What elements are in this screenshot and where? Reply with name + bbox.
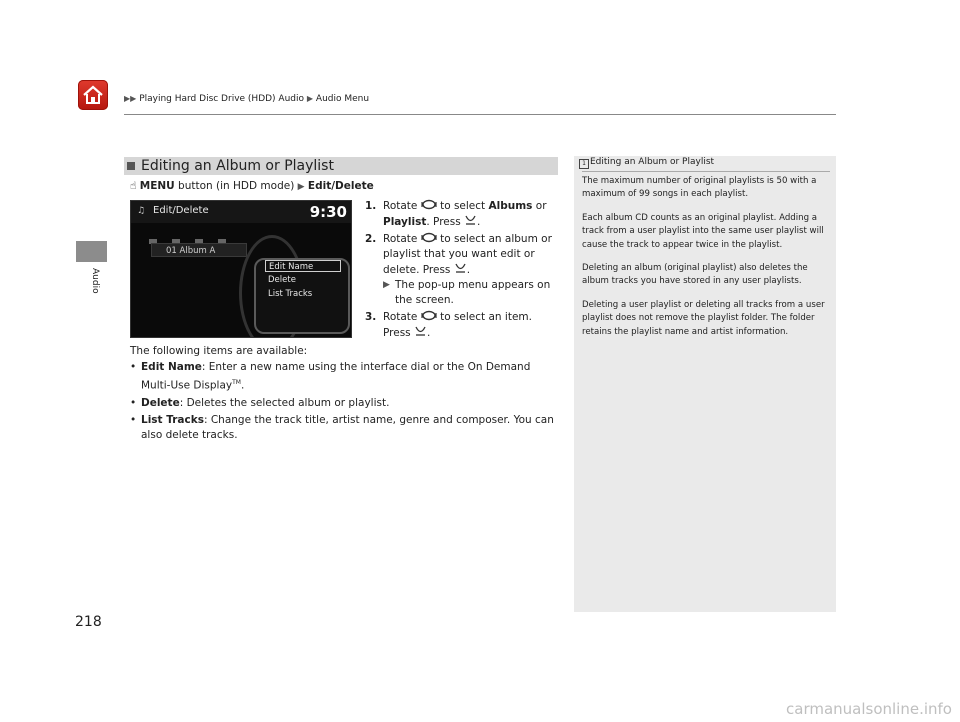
interface-dial-icon	[421, 232, 437, 243]
steps-list	[365, 199, 561, 343]
notes-header	[574, 156, 836, 170]
step-note-text: The pop-up menu appears on the screen.	[395, 279, 551, 306]
breadcrumb-arrow-icon: ▶	[306, 94, 314, 103]
step-bold: Playlist	[383, 216, 427, 228]
item-text: : Change the track title, artist name, genre and composer. You can also delete tracks.	[141, 413, 554, 441]
bullet-icon: •	[130, 413, 137, 426]
screen-clock: 9:30	[309, 203, 347, 221]
step-text: or	[535, 200, 547, 212]
page-number: 218	[75, 614, 102, 630]
step-number: 2.	[365, 233, 377, 245]
note-arrow-icon: ▶	[383, 280, 390, 290]
breadcrumb-item-audio-menu[interactable]: Audio Menu	[315, 94, 370, 104]
step-number: 3.	[365, 311, 377, 323]
home-icon	[78, 80, 108, 110]
item-label: Edit Name	[141, 361, 202, 373]
item-label: Delete	[141, 396, 180, 409]
enter-button-icon	[464, 214, 477, 227]
section-square-icon	[127, 162, 135, 170]
menu-path	[130, 180, 374, 192]
side-tab-label[interactable]: Audio	[90, 268, 100, 294]
breadcrumb-item-hdd-audio[interactable]: Playing Hard Disc Drive (HDD) Audio	[139, 94, 305, 104]
list-item	[130, 413, 560, 443]
screen-icon-row	[149, 229, 249, 237]
section-title: Editing an Album or Playlist	[141, 158, 334, 174]
trademark-mark: TM	[232, 379, 241, 386]
menu-path-button: MENU	[139, 180, 175, 192]
note-paragraph: Deleting a user playlist or deleting all tracks from a user playlist does not remove the playlist folder. The folder retains the playlist name and artist information.	[582, 299, 825, 337]
item-text: : Deletes the selected album or playlist.	[179, 396, 390, 409]
bullet-icon: •	[130, 396, 137, 409]
note-paragraph: Deleting an album (original playlist) also deletes the album tracks you have stored in any user playlists.	[582, 263, 808, 287]
menu-path-text: button (in HDD mode)	[178, 180, 295, 192]
step-2: 2. Rotate to select an album or playlist that you want edit or delete. Press . ▶ The pop-up menu appears on the screen.	[365, 232, 561, 308]
section-header	[124, 157, 558, 175]
note-ref-icon: 1	[579, 159, 589, 169]
step-number: 1.	[365, 200, 377, 212]
notes-divider	[582, 171, 830, 172]
screen-title: Edit/Delete	[153, 205, 209, 216]
step-3: 3. Rotate to select an item. Press .	[365, 311, 532, 339]
items-list	[130, 360, 560, 445]
step-text: . Press	[426, 216, 461, 228]
item-label: List Tracks	[141, 413, 204, 426]
breadcrumb	[124, 94, 369, 104]
step-text: to select	[440, 200, 486, 212]
enter-button-icon	[454, 262, 467, 275]
items-intro: The following items are available:	[130, 345, 308, 357]
side-tab-marker	[76, 241, 107, 262]
step-bold: Albums	[488, 200, 533, 212]
watermark: carmanualsonline.info	[786, 700, 952, 718]
menu-path-target: Edit/Delete	[307, 180, 374, 192]
home-button[interactable]	[78, 80, 108, 110]
note-paragraph: Each album CD counts as an original playlist. Adding a track from a user playlist into the same user playlist will cause the track to appear twice in the playlist.	[582, 212, 824, 250]
bullet-icon: •	[130, 361, 137, 373]
notes-body	[582, 175, 830, 349]
item-text: : Enter a new name using the interface dial or the On Demand Multi-Use Display	[141, 361, 531, 392]
header-divider	[124, 114, 836, 115]
list-item: • Edit Name: Enter a new name using the interface dial or the On Demand Multi-Use Display™.	[130, 361, 531, 392]
enter-button-icon	[414, 325, 427, 338]
breadcrumb-arrow-icon: ▶▶	[124, 94, 137, 103]
popup-item-edit-name: Edit Name	[265, 260, 341, 272]
step-text: Rotate	[383, 200, 418, 212]
step-1: 1. Rotate to select Albums or Playlist. Press .	[365, 200, 547, 228]
screen-image	[130, 200, 352, 338]
note-paragraph: The maximum number of original playlists is 50 with a maximum of 99 songs in each playlist.	[582, 176, 817, 200]
notes-panel	[574, 156, 836, 612]
notes-title: Editing an Album or Playlist	[590, 157, 715, 167]
hand-pointer-icon: ☝	[130, 180, 137, 192]
step-text: to select an item. Press	[383, 311, 532, 339]
list-item	[130, 396, 560, 411]
interface-dial-icon	[421, 310, 437, 321]
music-note-icon: ♫	[137, 206, 146, 216]
step-text: Rotate	[383, 311, 418, 323]
path-arrow-icon: ▶	[297, 182, 305, 192]
step-text: to select an album or playlist that you want edit or delete. Press	[383, 233, 552, 276]
popup-item-list-tracks: List Tracks	[268, 289, 313, 299]
step-text: Rotate	[383, 233, 418, 245]
step-2-note	[383, 278, 561, 308]
interface-dial-icon	[421, 199, 437, 210]
screen-album-item: 01 Album A	[151, 243, 247, 257]
popup-item-delete: Delete	[268, 275, 296, 285]
